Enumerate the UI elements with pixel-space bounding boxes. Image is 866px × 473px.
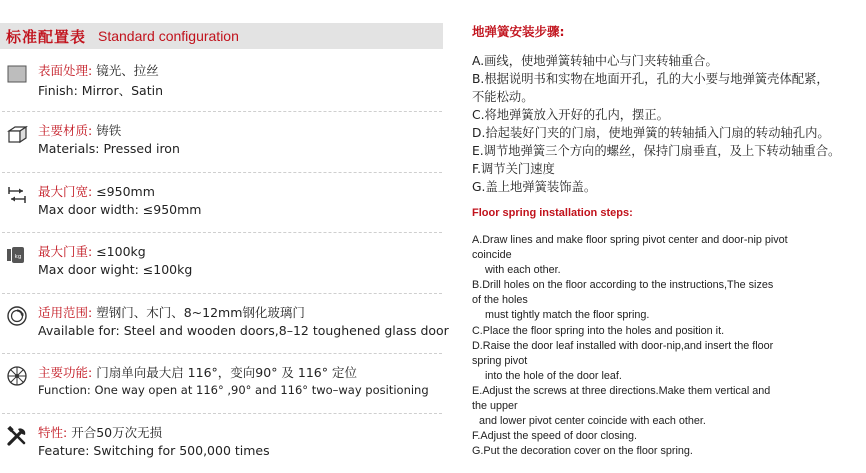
step-line-en: must tightly match the floor spring. [485, 309, 650, 322]
config-value-zh: ≤950mm [96, 184, 155, 199]
config-line-en: Max door width: ≤950mm [38, 202, 202, 217]
config-line-en: Function: One way open at 116° ,90° and 116° two–way positioning [38, 383, 429, 397]
config-line-en: Feature: Switching for 500,000 times [38, 443, 270, 458]
width-arrows-icon [6, 184, 28, 206]
steps-list-zh [472, 52, 864, 196]
config-value-zh: ≤100kg [96, 244, 146, 259]
step-line-zh: 不能松动。 [472, 90, 534, 104]
config-row-function [0, 363, 443, 413]
step-line-en: the upper [472, 400, 518, 413]
steps-title-en: Floor spring installation steps: [472, 207, 633, 219]
tools-icon [6, 425, 28, 447]
config-value-zh: 门扇单向最大启 116°，变向90° 及 116° 定位 [96, 365, 357, 380]
step-line-zh: D.拾起装好门夹的门扇，使地弹簧的转轴插入门扇的转动轴孔内。 [472, 126, 830, 140]
config-line-en: Materials: Pressed iron [38, 141, 180, 156]
config-row-max-weight [0, 242, 443, 292]
config-line-zh [38, 423, 162, 441]
step-line-zh: G.盖上地弹簧装饰盖。 [472, 180, 597, 194]
step-line-zh: F.调节关门速度 [472, 162, 555, 176]
config-label: 特性: [38, 425, 68, 440]
config-row-feature [0, 423, 443, 473]
divider [2, 353, 442, 354]
config-line-en: Finish: Mirror、Satin [38, 83, 163, 98]
config-row-finish [0, 61, 443, 111]
config-label: 主要功能: [38, 365, 93, 380]
config-row-range [0, 303, 449, 353]
square-swatch-icon [6, 63, 28, 85]
step-line-en: spring pivot [472, 354, 528, 367]
range-circle-icon [6, 305, 28, 327]
config-line-zh [38, 242, 146, 260]
step-line-en: F.Adjust the speed of door closing. [472, 430, 638, 443]
config-label: 适用范围: [38, 305, 93, 320]
config-value-zh: 镜光、拉丝 [96, 63, 159, 78]
divider [2, 413, 442, 414]
cube-icon [6, 123, 28, 145]
step-line-en: A.Draw lines and make floor spring pivot center and door-nip pivot [472, 234, 788, 246]
divider [2, 232, 442, 233]
config-label: 最大门宽: [38, 184, 93, 199]
config-row-materials [0, 121, 443, 171]
divider [2, 172, 442, 173]
step-line-en: with each other. [485, 264, 561, 277]
config-header [0, 23, 443, 49]
config-value-zh: 铸铁 [96, 123, 122, 138]
step-line-zh: E.调节地弹簧三个方向的螺丝，保持门扇垂直，及上下转动轴重合。 [472, 144, 841, 158]
divider [2, 293, 442, 294]
config-label: 最大门重: [38, 244, 93, 259]
step-line-en: C.Place the floor spring into the holes and position it. [472, 324, 725, 337]
config-row-max-width [0, 182, 443, 232]
svg-text:kg: kg [14, 254, 22, 260]
step-line-en: and lower pivot center coincide with each other. [479, 415, 706, 428]
config-line-en: Available for: Steel and wooden doors,8–12 toughened glass door [38, 323, 449, 338]
config-label: 主要材质: [38, 123, 93, 138]
step-line-en: B.Drill holes on the floor according to the instructions,The sizes [472, 279, 774, 292]
config-line-zh [38, 121, 121, 139]
step-line-en: coincide [472, 249, 512, 262]
step-line-zh: A.画线，使地弹簧转轴中心与门夹转轴重合。 [472, 54, 718, 68]
config-line-zh [38, 61, 159, 79]
config-line-zh [38, 363, 357, 381]
step-line-en: into the hole of the door leaf. [485, 369, 622, 382]
installation-steps-panel [470, 0, 866, 463]
config-title-en: Standard configuration [98, 28, 239, 44]
config-line-zh [38, 303, 305, 321]
weight-icon [6, 244, 28, 266]
config-value-zh: 塑钢门、木门、8~12mm钢化玻璃门 [96, 305, 305, 320]
function-wheel-icon [6, 365, 28, 387]
step-line-en: of the holes [472, 294, 528, 307]
step-line-en: D.Raise the door leaf installed with door-nip,and insert the floor [472, 339, 774, 352]
config-value-zh: 开合50万次无损 [71, 425, 163, 440]
steps-list-en [472, 233, 864, 459]
step-line-en: G.Put the decoration cover on the floor spring. [472, 445, 693, 458]
step-line-zh: C.将地弹簧放入开好的孔内，摆正。 [472, 108, 669, 122]
config-line-zh [38, 182, 155, 200]
divider [2, 111, 442, 112]
steps-title-zh: 地弹簧安装步骤: [472, 24, 565, 39]
config-label: 表面处理: [38, 63, 93, 78]
config-line-en: Max door wight: ≤100kg [38, 262, 193, 277]
step-line-zh: B.根据说明书和实物在地面开孔，孔的大小要与地弹簧壳体配紧， [472, 72, 829, 86]
config-title-zh: 标准配置表 [6, 28, 87, 46]
step-line-en: E.Adjust the screws at three directions.Make them vertical and [472, 384, 771, 397]
